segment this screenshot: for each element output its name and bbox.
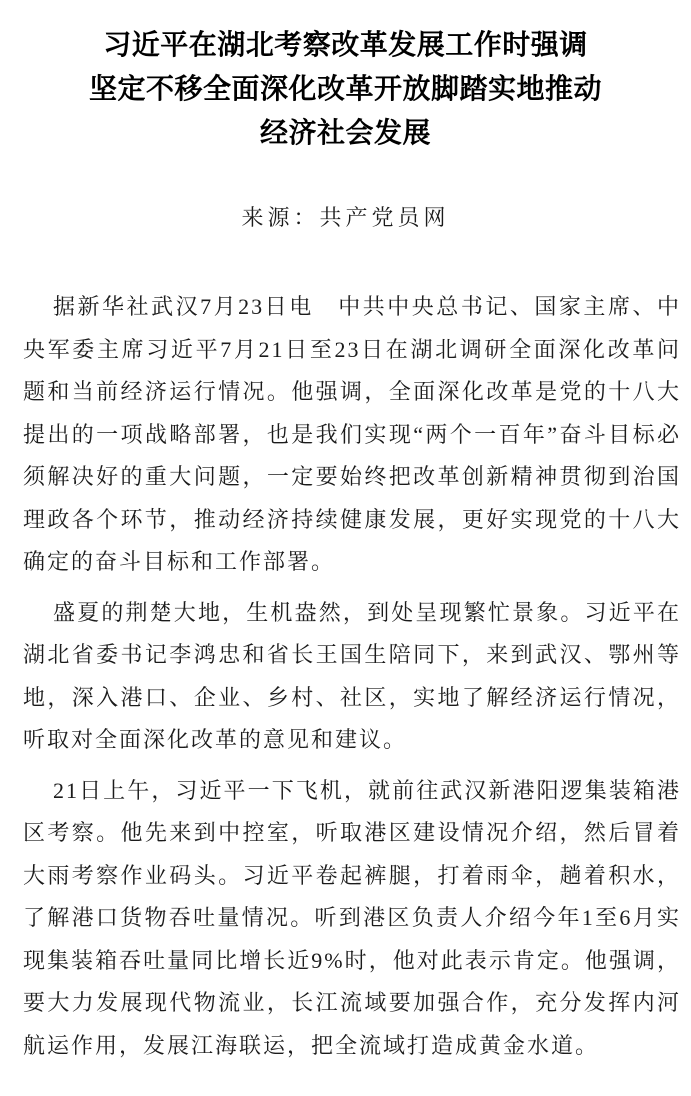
- article-title-line-2: 坚定不移全面深化改革开放脚踏实地推动: [88, 74, 602, 105]
- article-source: 来源：共产党员网: [241, 205, 450, 230]
- article-paragraph-3: 21日上午，习近平一下飞机，就前往武汉新港阳逻集装箱港区考察。他先来到中控室，听取港区建设情况介绍，然后冒着大雨考察作业码头。习近平卷起裤腿，打着雨伞，趟着积水，了解港口货物吞吐量情况。听到港区负责人介绍今年1至6月实现集装箱吞吐量同比增长近9%时，他对此表示肯定。他强调，要大力发展现代物流业，长江流域要加强合作，充分发挥内河航运作用，发展江海联运，把全流域打造成黄金水道。: [23, 777, 681, 1058]
- article-paragraph-1: 据新华社武汉7月23日电 中共中央总书记、国家主席、中央军委主席习近平7月21日至23日在湖北调研全面深化改革问题和当前经济运行情况。他强调，全面深化改革是党的十八大提出的一项战略部署，也是我们实现“两个一百年”奋斗目标必须解决好的重大问题，一定要始终把改革创新精神贯彻到治国理政各个环节，推动经济持续健康发展，更好实现党的十八大确定的奋斗目标和工作部署。: [23, 294, 681, 574]
- article-title: [40, 24, 651, 156]
- article-title-line-3: 经济社会发展: [259, 118, 431, 149]
- article-body: [23, 286, 681, 1067]
- article-paragraph-2: 盛夏的荆楚大地，生机盎然，到处呈现繁忙景象。习近平在湖北省委书记李鸿忠和省长王国生陪同下，来到武汉、鄂州等地，深入港口、企业、乡村、社区，实地了解经济运行情况，听取对全面深化改革的意见和建议。: [23, 599, 681, 752]
- article-title-line-1: 习近平在湖北考察改革发展工作时强调: [103, 30, 588, 61]
